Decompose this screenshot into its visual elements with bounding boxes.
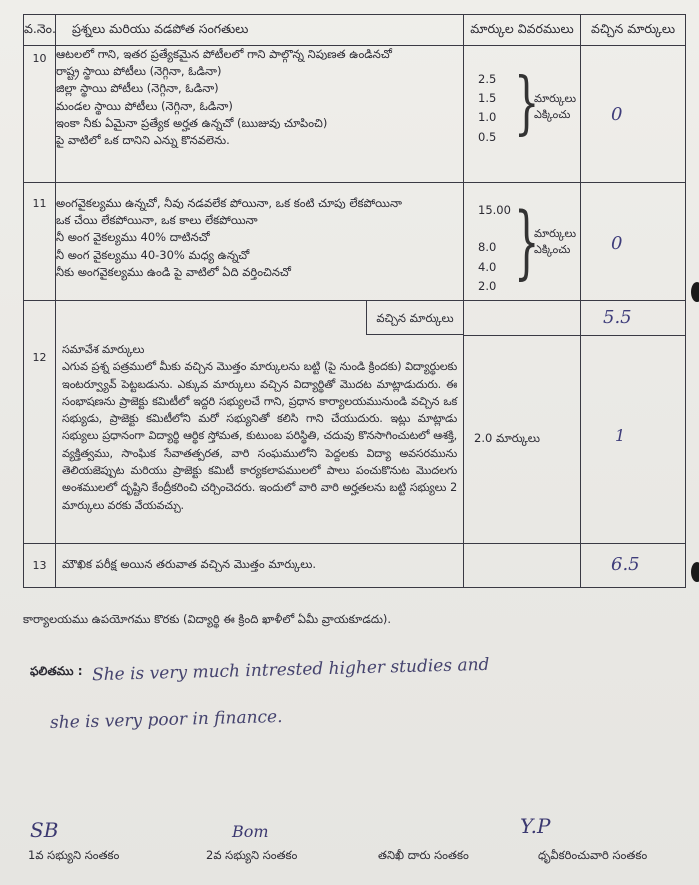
description-line: ఒక చేయి లేకపోయినా, ఒక కాలు లేకపోయినా [56,213,258,228]
table-row [24,301,686,336]
description-line: అంగవైకల్యము ఉన్నచో, నీవు నడవలేక పోయినా, ఒక కంటి చూపు లేకపోయినా [56,196,402,210]
brace-icon: } [514,197,540,289]
subtotal-empty [464,301,581,336]
marks-obtained [581,544,686,588]
handwritten-mark: 0 [611,233,623,254]
description-line: ఆటలలో గాని, ఇతర ప్రత్యేకమైన పోటీలలో గాని పాల్గొన్న నిపుణత ఉండినచో [56,47,392,61]
subtotal-label: వచ్చిన మార్కులు [366,301,463,335]
marks-breakdown [464,46,581,183]
signature-label: 2వ సభ్యుని సంతకం [206,848,298,862]
header-sno: వ.నెం. [24,15,56,46]
marks-breakdown [464,544,581,588]
row-description [56,183,464,301]
marks-breakdown [464,183,581,301]
subtotal-value [581,301,686,336]
mark-value: 4.0 [478,260,497,274]
brace-label: మార్కులు [534,92,577,105]
section-title: సమావేశ మార్కులు [62,343,145,356]
punch-hole [691,282,699,302]
row-number: 11 [24,183,56,301]
brace-label: మార్కులు [534,227,577,240]
marks-breakdown [464,336,581,544]
description-line: నీకు అంగవైకల్యము ఉండి పై వాటిలో ఏది వర్తించినచో [56,264,291,279]
mark-value: 2.5 [478,72,497,86]
table-header [24,15,686,46]
signature-mark: Y.P [520,814,551,838]
mark-value: 2.0 [478,279,497,293]
mark-value: 15.00 [478,203,511,217]
signature-mark: SB [30,818,59,842]
row-number-label: 12 [32,351,47,364]
marks-obtained [581,336,686,544]
table-row [24,46,686,183]
header-desc: ప్రశ్నలు మరియు వడపోత సంగతులు [56,15,464,46]
signature-mark: Bom [232,822,269,841]
row-number: 13 [24,544,56,588]
row-number: 10 [24,46,56,183]
mark-value: 2.0 మార్కులు [474,431,540,445]
description-line: రాష్ట్ర స్థాయి పోటీలు (నెగ్గినా, ఓడినా) [56,64,222,79]
table-row [24,183,686,301]
brace-icon: } [514,64,540,144]
handwritten-mark: 0 [611,104,623,125]
punch-hole [691,562,699,582]
mark-value: 8.0 [478,240,497,254]
result-label: ఫలితము : [30,664,83,678]
handwritten-mark: 6.5 [611,554,640,575]
section-text: ఎగువ ప్రశ్న పత్రములో మీకు వచ్చిన మొత్తం మార్కులను బట్టి (పై నుండి క్రిందకు) విద్యార్థులకు ఇంటర్వ్యూవ్ పెట్టబడును. ఎక్కువ మార్కులు వచ్చిన విద్యార్థితో మొదట మాట్లాడుదురు. ఈ సంభాషణను ప్రాజెక్టు కమిటీలో ఇద్దరి సభ్యులచే గాని, ప్రధాన కార్యాలయమునుండి వచ్చిన ఒక సభ్యుడు, ప్రాజెక్టు కమిటీలోని మరో సభ్యునితో కలిసి గాని చేయుదురు. ఇట్లు మాట్లాడు సభ్యులు ప్రధానంగా విద్యార్థి ఆర్థిక స్తోమత, కుటుంబ పరిస్థితి, చదువు కొనసాగించుటలో ఆశక్తి, వ్యక్తిత్వము, సాంఘిక సేవాతత్పరత, వారి సంఘములోని పెద్దలకు విద్యా అవసరమును తెలియజెప్పుట మరియు ప్రాజెక్టు కమిటీ కార్యకలాపములలో పాలు పంచుకొనుట మొదలగు అంశములలో దృష్టిని కేంద్రీకరించి చర్చించెదరు. ఇందులో వారి వారి అర్హతలను బట్టి సభ్యులు 2 మార్కులు వరకు వేయవచ్చు. [62,360,457,512]
mark-value: 0.5 [478,130,497,144]
mark-value: 1.5 [478,91,497,105]
marks-table [23,14,686,588]
row-number [24,301,56,544]
row-description [56,46,464,183]
description-line: పై వాటిలో ఒక దానిని ఎన్ను కొనవలెను. [56,133,230,148]
brace-label: ఎక్కించు [534,108,571,121]
handwritten-mark: 1 [615,426,626,445]
office-use-note: కార్యాలయము ఉపయోగము కొరకు (విద్యార్థి ఈ క్రింది ఖాళీలో ఏమీ వ్రాయకూడదు). [23,612,392,626]
row-description [56,301,464,544]
description-line: నీ అంగ వైకల్యము 40-30% మధ్య ఉన్నచో [56,247,250,262]
row-description [56,544,464,588]
marks-obtained [581,183,686,301]
table-row [24,544,686,588]
description-line: జిల్లా స్థాయి పోటీలు (నెగ్గినా, ఓడినా) [56,81,219,96]
description-line: నీ అంగ వైకల్యము 40% దాటినచో [56,230,210,245]
signature-label: 1వ సభ్యుని సంతకం [28,848,120,862]
marks-obtained [581,46,686,183]
handwritten-remark: she is very poor in finance. [49,706,283,734]
total-label: మౌఖిక పరీక్ష అయిన తరువాత వచ్చిన మొత్తం మార్కులు. [62,557,316,571]
header-got: వచ్చిన మార్కులు [581,15,686,46]
brace-label: ఎక్కించు [534,243,571,256]
handwritten-remark: She is very much intrested higher studies and [91,654,490,686]
description-line: ఇంకా నీకు ఏమైనా ప్రత్యేక అర్హత ఉన్నచో (ఋజువు చూపించి) [56,115,328,130]
header-marks: మార్కుల వివరములు [464,15,581,46]
handwritten-mark: 5.5 [603,307,632,328]
description-line: మండల స్థాయి పోటీలు (నెగ్గినా, ఓడినా) [56,98,233,113]
signature-label: తనిఖీ దారు సంతకం [378,848,469,862]
signature-label: ధృవీకరించువారి సంతకం [538,848,648,862]
mark-value: 1.0 [478,110,497,124]
